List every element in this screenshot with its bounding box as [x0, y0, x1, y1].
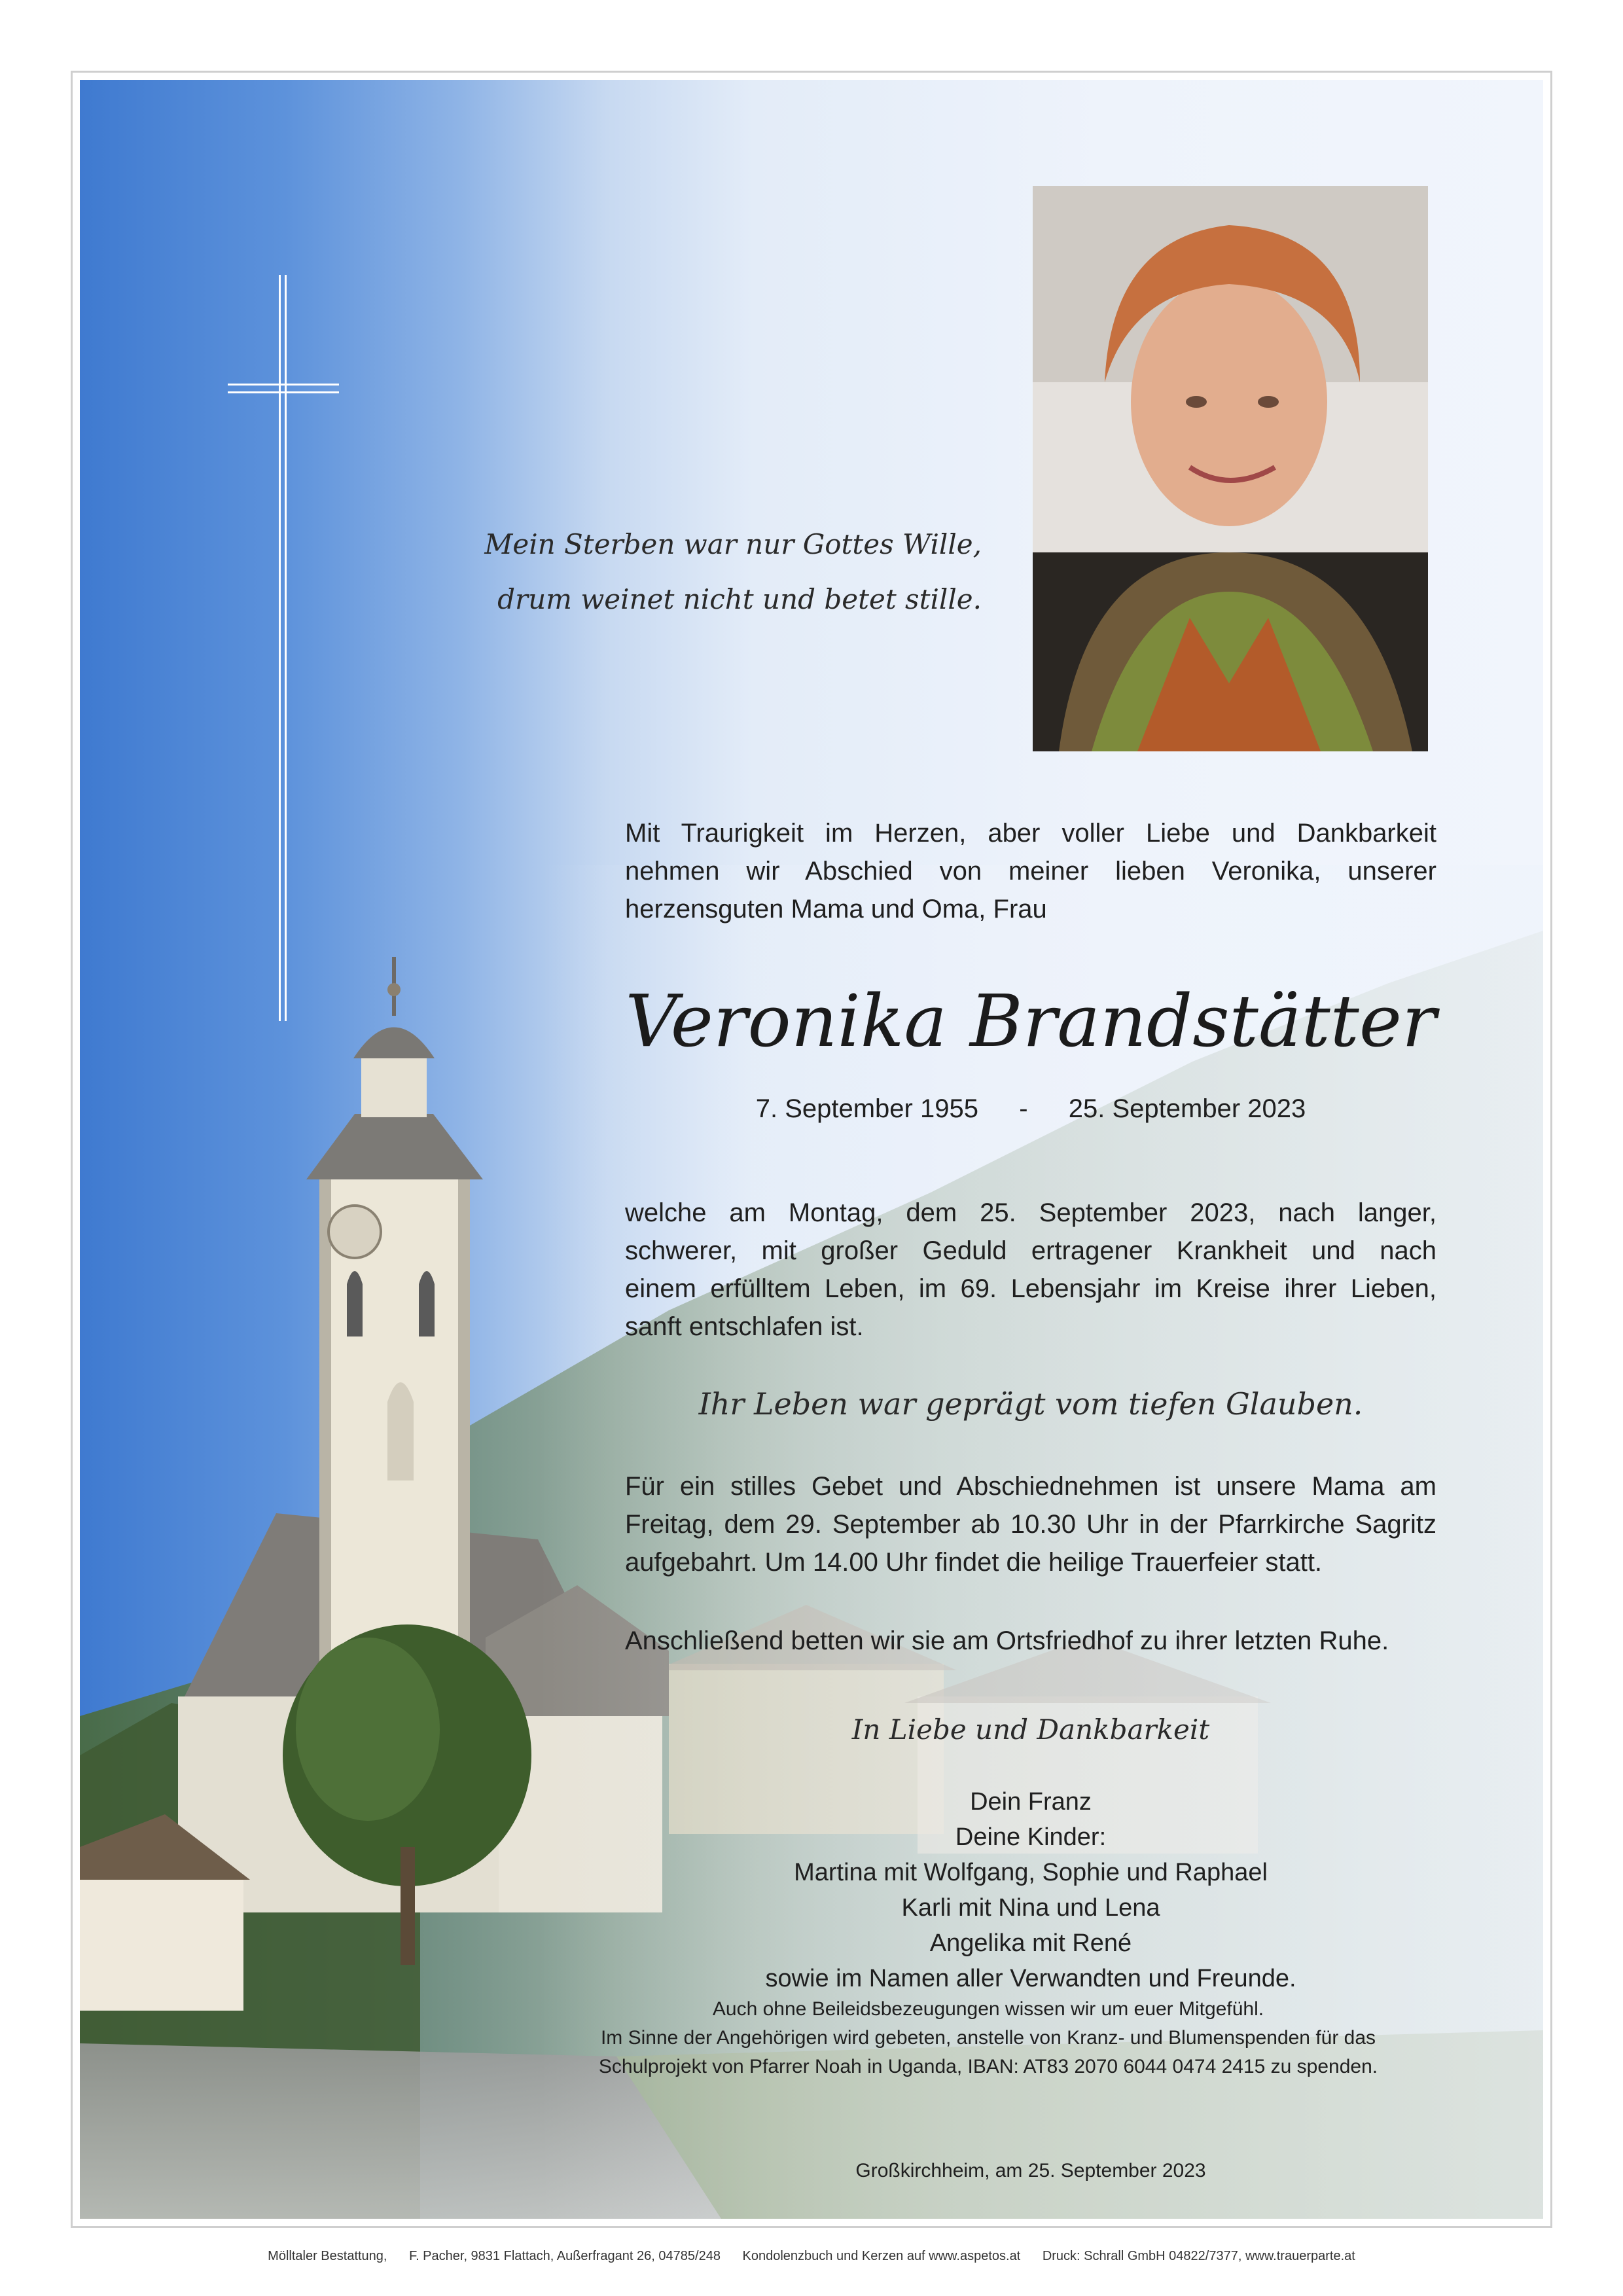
portrait-photo — [1033, 186, 1428, 751]
portrait-image — [1033, 186, 1428, 751]
mourner-line: sowie im Namen aller Verwandten und Freunde. — [765, 1965, 1296, 1992]
mourners-list — [625, 1784, 1436, 1996]
faith-motto: Ihr Leben war geprägt vom tiefen Glauben. — [698, 1386, 1363, 1422]
mourner-line: Dein Franz — [970, 1788, 1092, 1816]
birth-date: 7. September 1955 — [755, 1094, 978, 1123]
mourner-line: Deine Kinder: — [955, 1823, 1107, 1851]
notice-line-3: Schulprojekt von Pfarrer Noah in Uganda, IBAN: AT83 2070 6044 0474 2415 zu spenden. — [598, 2056, 1378, 2077]
intro-paragraph — [625, 814, 1436, 928]
viewing-line-1: Für ein stilles Gebet und Abschiednehmen ist unsere Mama am — [625, 1472, 1436, 1501]
viewing-paragraph — [625, 1467, 1436, 1581]
cross-icon — [228, 275, 339, 1021]
quote-line-2: drum weinet nicht und betet stille. — [497, 583, 982, 615]
notice-line-1: Auch ohne Beileidsbezeugungen wissen wir um euer Mitgefühl. — [712, 1998, 1264, 2020]
donation-notice — [497, 1995, 1479, 2081]
passing-line-1: welche am Montag, dem 25. September 2023, nach langer, — [625, 1198, 1436, 1227]
death-date: 25. September 2023 — [1068, 1094, 1306, 1123]
deceased-name: Veronika Brandstätter — [625, 979, 1436, 1063]
burial-line: Anschließend betten wir sie am Ortsfriedhof zu ihrer letzten Ruhe. — [625, 1626, 1389, 1655]
intro-line-1: Mit Traurigkeit im Herzen, aber voller Liebe und Dankbarkeit — [625, 819, 1436, 848]
footer-address: F. Pacher, 9831 Flattach, Außerfragant 26, 04785/248 — [409, 2249, 721, 2263]
closing-phrase: In Liebe und Dankbarkeit — [851, 1713, 1210, 1746]
viewing-line-3: aufgebahrt. Um 14.00 Uhr findet die heilige Trauerfeier statt. — [625, 1548, 1323, 1577]
notice-line-2: Im Sinne der Angehörigen wird gebeten, anstelle von Kranz- und Blumenspenden für das — [600, 2027, 1376, 2049]
mourner-line: Karli mit Nina und Lena — [901, 1894, 1160, 1922]
footer-condolence: Kondolenzbuch und Kerzen auf www.aspetos.at — [742, 2249, 1021, 2263]
quote-line-1: Mein Sterben war nur Gottes Wille, — [484, 528, 982, 560]
passing-paragraph — [625, 1194, 1436, 1346]
footer-print: Druck: Schrall GmbH 04822/7377, www.trauerparte.at — [1042, 2249, 1355, 2263]
mourner-line: Angelika mit René — [929, 1929, 1132, 1957]
footer-undertaker: Mölltaler Bestattung, — [268, 2249, 387, 2263]
burial-paragraph — [625, 1622, 1436, 1660]
passing-line-3: einem erfülltem Leben, im 69. Lebensjahr im Kreise ihrer Lieben, — [625, 1274, 1436, 1303]
passing-line-2: schwerer, mit großer Geduld ertragener Krankheit und nach — [625, 1236, 1436, 1265]
footer-imprint — [0, 2249, 1623, 2264]
intro-line-2: nehmen wir Abschied von meiner lieben Veronika, unserer — [625, 857, 1436, 886]
intro-line-3: herzensguten Mama und Oma, Frau — [625, 895, 1047, 924]
date-separator: - — [1019, 1094, 1028, 1123]
viewing-line-2: Freitag, dem 29. September ab 10.30 Uhr in der Pfarrkirche Sagritz — [625, 1510, 1436, 1539]
mourner-line: Martina mit Wolfgang, Sophie und Raphael — [794, 1859, 1268, 1886]
memorial-quote — [393, 517, 982, 627]
place-and-date: Großkirchheim, am 25. September 2023 — [855, 2160, 1206, 2181]
passing-line-4: sanft entschlafen ist. — [625, 1312, 864, 1341]
life-dates — [625, 1094, 1436, 1124]
